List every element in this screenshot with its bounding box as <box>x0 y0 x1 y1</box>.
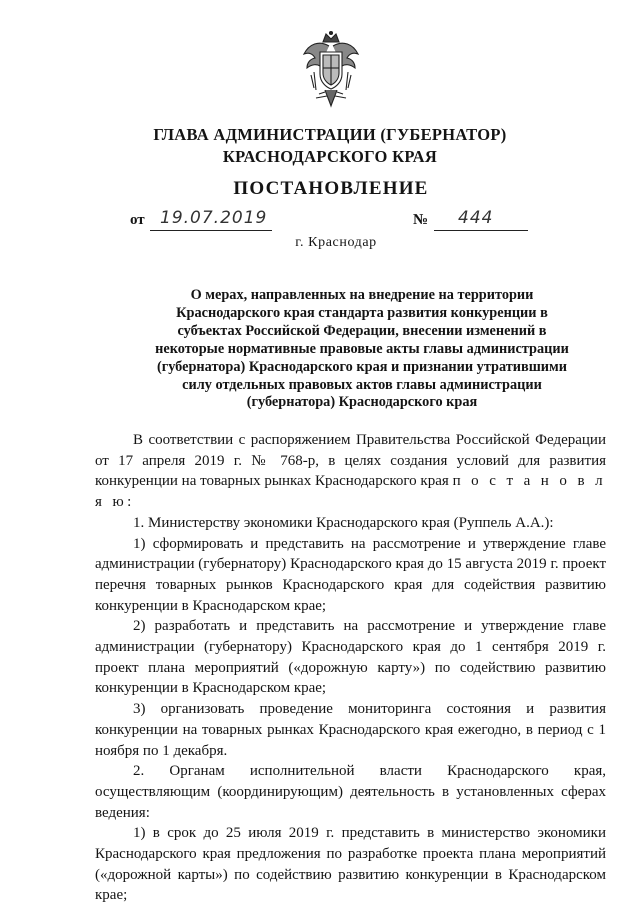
clause-1-1: 1) сформировать и представить на рассмотрение и утверждение главе администрации (губернатору) Краснодарского края до 15 августа 2019 г. проект перечня товарных рынков Краснодарского края для содействия развитию конкуренции в Краснодарском крае; <box>95 535 606 614</box>
date-value: 19.07.2019 <box>160 208 268 228</box>
decree-title-line: (губернатора) Краснодарского края <box>246 394 478 411</box>
clause-1-2: 2) разработать и представить на рассмотрение и утверждение главе администрации (губернатору) Краснодарского края до 1 сентября 2019 г. проект плана мероприятий («дорожную карту») по содействию развитию конкуренции в Краснодарском крае; <box>95 618 606 697</box>
clause-2-1: 1) в срок до 25 июля 2019 г. представить в министерство экономики Краснодарского края предложения по разработке проекта плана мероприятий («дорожной карты») по содействию развитию конкуренции в Краснодарском крае; <box>95 825 606 904</box>
decree-body <box>95 430 606 906</box>
decree-title-line: Краснодарского края стандарта развития конкуренции в <box>176 304 548 321</box>
clause-2: 2. Органам исполнительной власти Краснодарского края, осуществляющим (координирующим) деятельность в установленных сферах ведения: <box>95 763 606 821</box>
number-value: 444 <box>458 208 494 228</box>
date-label: от <box>130 212 145 228</box>
decree-title-line: субъектах Российской Федерации, внесении изменений в <box>177 322 547 339</box>
clause-1: 1. Министерству экономики Краснодарского края (Руппель А.А.): <box>133 514 554 531</box>
decree-title-line: некоторые нормативные правовые акты главы администрации <box>155 340 569 357</box>
document-type: ПОСТАНОВЛЕНИЕ <box>233 178 429 199</box>
decree-word: п о с т а н о в л я ю <box>95 473 607 511</box>
decree-title-line: О мерах, направленных на внедрение на территории <box>190 287 534 303</box>
decree-title-line: силу отдельных правовых актов главы администрации <box>182 376 542 393</box>
city-label: г. Краснодар <box>295 235 377 250</box>
intro-paragraph: В соответствии с распоряжением Правительства Российской Федерации от 17 апреля 2019 г. № 768-р, в целях создания условий для развития конкуренции на товарных рынках Краснодарского края п о с т а н о в л я ю: <box>95 432 607 511</box>
issuer-title-line2: КРАСНОДАРСКОГО КРАЯ <box>222 147 438 166</box>
intro-text: В соответствии с распоряжением Правительства Российской Федерации от 17 апреля 2019 г. № 768-р, в целях создания условий для развития конкуренции на товарных рынках Краснодарского края <box>95 432 606 490</box>
coat-of-arms-emblem <box>301 30 361 108</box>
clause-1-3: 3) организовать проведение мониторинга состояния и развития конкуренции на товарных рынках Краснодарского края ежегодно, в период с 1 ноября по 1 декабря. <box>95 701 606 759</box>
number-label: № <box>413 212 429 228</box>
decree-title-line: (губернатора) Краснодарского края и признании утратившими <box>156 358 568 375</box>
date-underline <box>150 230 272 231</box>
number-underline <box>434 230 528 231</box>
issuer-title-line1: ГЛАВА АДМИНИСТРАЦИИ (ГУБЕРНАТОР) <box>153 125 507 144</box>
decree-title <box>148 287 576 412</box>
